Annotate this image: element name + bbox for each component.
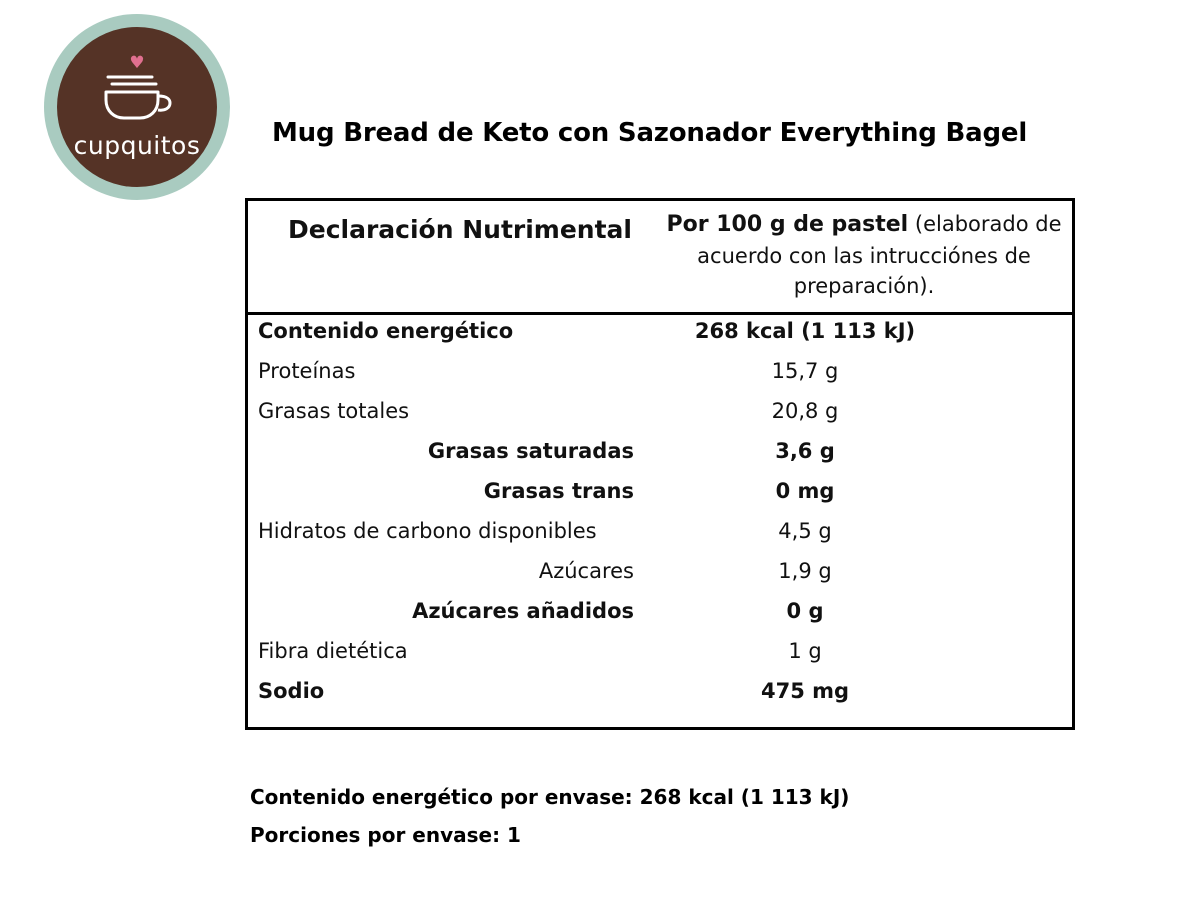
page-title: Mug Bread de Keto con Sazonador Everything Bagel	[272, 118, 1028, 148]
nutrient-value: 20,8 g	[771, 398, 839, 423]
nutrient-value: 15,7 g	[771, 358, 839, 383]
nutrition-rows	[248, 315, 1072, 727]
coffee-cup-icon	[100, 73, 174, 125]
nutrient-label: Grasas totales	[258, 398, 410, 423]
nutrient-label: Proteínas	[258, 358, 356, 383]
nutrient-value: 268 kcal (1 113 kJ)	[694, 318, 916, 343]
nutrient-value: 3,6 g	[775, 438, 835, 463]
table-row	[258, 599, 1062, 639]
package-summary	[250, 778, 849, 854]
nutrient-value: 1,9 g	[778, 558, 832, 583]
brand-name: cupquitos	[73, 130, 201, 160]
nutrient-label: Grasas trans	[483, 478, 634, 503]
nutrition-table-header	[248, 201, 1072, 315]
brand-logo	[44, 14, 230, 200]
table-row	[258, 399, 1062, 439]
nutrient-value: 1 g	[788, 638, 822, 663]
table-row	[258, 479, 1062, 519]
nutrition-header-note: (elaborado de acuerdo con las intrucciónes de preparación).	[697, 212, 1062, 299]
heart-icon: ♥	[129, 52, 145, 73]
table-row	[258, 639, 1062, 679]
table-row	[258, 559, 1062, 599]
table-row	[258, 359, 1062, 399]
nutrient-value: 0 g	[786, 598, 824, 623]
nutrient-value: 4,5 g	[778, 518, 832, 543]
servings-per-package: Porciones por envase: 1	[250, 823, 521, 847]
nutrition-header-left: Declaración Nutrimental	[288, 215, 632, 244]
nutrient-label: Grasas saturadas	[427, 438, 634, 463]
nutrient-label: Hidratos de carbono disponibles	[258, 518, 597, 543]
nutrition-header-right	[664, 209, 1064, 302]
nutrient-value: 0 mg	[775, 478, 835, 503]
nutrient-label: Azúcares	[538, 558, 634, 583]
nutrient-value: 475 mg	[760, 678, 850, 703]
nutrient-label: Contenido energético	[258, 318, 514, 343]
nutrition-table	[245, 198, 1075, 730]
table-row	[258, 439, 1062, 479]
table-row	[258, 679, 1062, 719]
table-row	[258, 319, 1062, 359]
energy-per-package: Contenido energético por envase: 268 kcal (1 113 kJ)	[250, 785, 850, 809]
nutrient-label: Sodio	[258, 678, 325, 703]
table-row	[258, 519, 1062, 559]
nutrition-header-basis: Por 100 g de pastel	[666, 212, 909, 237]
nutrient-label: Azúcares añadidos	[412, 598, 634, 623]
logo-inner-circle	[57, 27, 217, 187]
nutrient-label: Fibra dietética	[258, 638, 408, 663]
